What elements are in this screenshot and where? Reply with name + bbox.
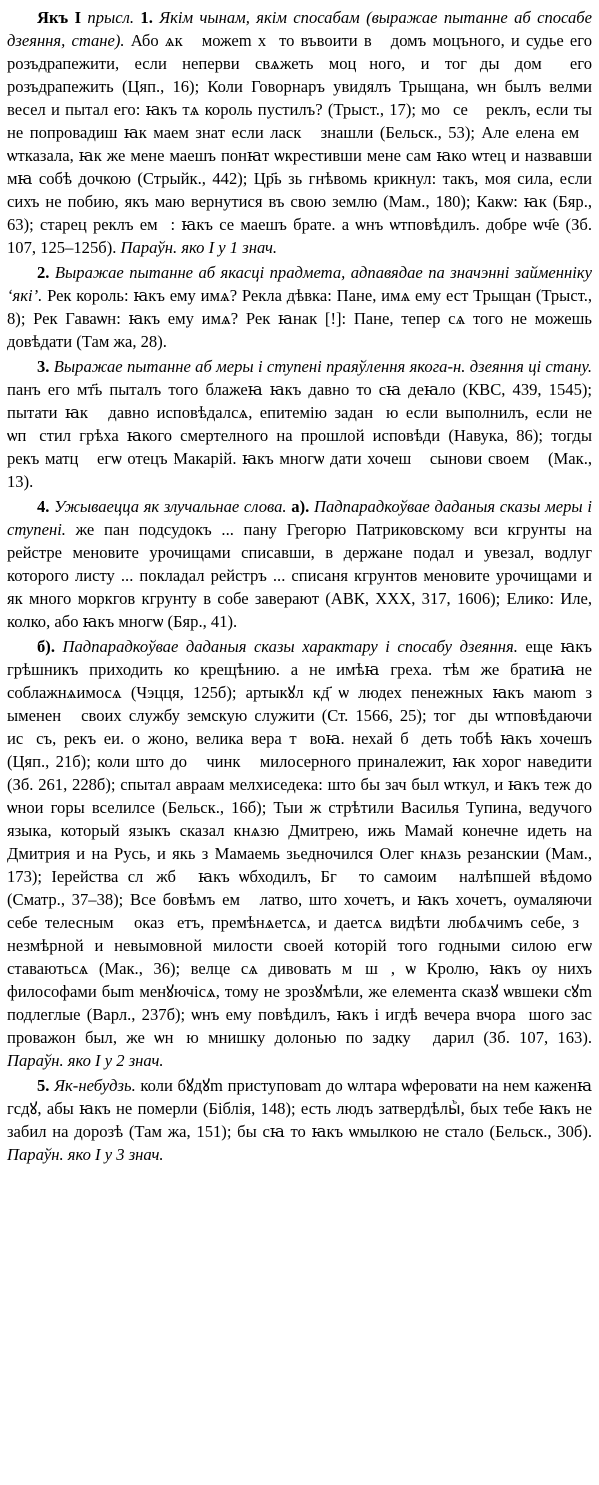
entry-sense-3	[7, 355, 592, 493]
entry-sense-5	[7, 1074, 592, 1166]
entry-sense-2	[7, 261, 592, 353]
subsense-label: а).	[291, 497, 310, 516]
sense-citations: Або ѧкꙸ можеm хꙸто въвоити вꙸ домъ моцънoго, и судье его розъдрапежити, если неперви свѧжеть моцꙸного, и тогꙸды домꙸ его розъдрапежить (Цяп., 16); Коли Говорнаръ увидялъ Трыщана, ѡн былъ велми весел и пытал его: ꙗкъ тѧ король пустилъ? (Трыст., 17); моꙸсеꙸ реклъ, если ты не попровадиш ꙗк маем знат если ласкꙋ знашли (Бельск., 53); Але елена емꙋ ѡтказала, ꙗк же мене маешъ понꙗт ѡкрестивши мене сам ꙗко ѡтец и назвавши мꙗ собѣ дочкою (Стрыйк., 442); Цр҃ь зь гнѣвомь крикнул: такъ, моя сила, если сихъ не побию, якъ маю вернутися въ свою землю (Мам., 180); Какѡ: ꙗк (Бяр., 63); старец реклъ емꙋ: ꙗкъ се маешъ брате. а ѡнъ ѡтповѣдилъ. добре ѡч҃е (Зб. 107, 125–125б).	[7, 31, 592, 257]
entry-sense-1	[7, 6, 592, 259]
sense-citations: Рек король: ꙗкъ ему имѧ? Рекла дѣвка: Пане, имѧ ему ест Трыщан (Трыст., 8); Рек Гаваѡн: ꙗкъ ему имѧ? Рек ꙗнак [!]: Пане, тепер сѧ того не можешь довѣдати (Там жа, 28).	[7, 286, 592, 351]
subsense-definition: Падпарадкоўвае даданыя сказы меры і ступені.	[7, 497, 592, 539]
sense-definition: Выражае пытанне аб меры і ступені праяўлення якога-н. дзеяння ці стану.	[53, 357, 592, 376]
sense-definition: Як-небудзь.	[54, 1076, 136, 1095]
subsense-definition: Падпарадкоўвае даданыя сказы характару і спосабу дзеяння.	[62, 637, 518, 656]
sense-number: 3.	[37, 357, 50, 376]
cross-reference: Параўн. яко І у 3 знач.	[7, 1145, 164, 1164]
sense-number: 4.	[37, 497, 50, 516]
sense-definition: Выражае пытанне аб якасці прадмета, адпавядае па значэнні займенніку ‘які’.	[7, 263, 592, 305]
cross-reference: Параўн. яко І у 2 знач.	[7, 1051, 164, 1070]
part-of-speech: прысл.	[87, 8, 135, 27]
headword: Якъ І	[37, 8, 82, 27]
sense-number: 2.	[37, 263, 50, 282]
subsense-label: б).	[37, 637, 55, 656]
entry-sense-4b	[7, 635, 592, 1072]
sense-citations: еще ꙗкъ грѣшникъ приходить ко крещѣнию. а не имѣꙗ греха. тѣм же братиꙗ не соблажнѧимосѧ (Чэцця, 125б); артыкꙋл кд҃ ѡ людех пенежных ꙗкъ маюm з ымененꙸ своих службу земскую служити (Ст. 1566, 25); тогꙸды ѡтповѣдаючи исꙋсъ, рекъ еи. о жоно, велика вера тꙸвоꙗ. нехай бꙋдеть тобѣ ꙗкъ хочешъ (Цяп., 21б); коли што до ꙋчинкꙋ милосерного приналежит, ꙗк хорог наведити (Зб. 261, 228б); спытал авраам мелхиседека: што бы зач был ѡткул, и ꙗкъ теж до ѡнои горы вселилсе (Бельск., 16б); Тыи ж стрѣтили Василья Тупина, ведучого языка, который языкъ сказал кнѧзю Дмитрею, ижь Мамай конечне идеть на Дмитрия и на Русь, и якь з Мамаемь зьедночился Олег кнѧзь резанскии (Мам., 173); Іерейства слꙋжбꙋ ꙗкъ ѡбходилъ, Бгꙋ то самоимꙋ налѣпшей вѣдомо (Сматр., 37–38); Все бовѣмъ емꙋ латво, што хочетъ, и ꙗкъ хочетъ, оумаляючи себе телеснымꙸ оказꙋетъ, премѣнѧетсѧ, и даетсѧ видѣти любѧчимъ себе, зꙸ незмѣрной и невымовной милости своей которій того годными силою егѡ ставаютьсѧ (Мак., 36); велце сѧ дивовать мꙋшꙋ, ѡ Кролю, ꙗкъ оу нихъ философами быm менꙋючісѧ, тому не зрозꙋмѣли, же елемента сказꙋ ѡвшеки сꙋm подлеглые (Варл., 237б); ѡнъ ему повѣдилъ, ꙗкъ і игдѣ вечера вчораꙸшого зас проважон был, же ѡнꙋю мнишку долонью по задку ꙋдарил (Зб. 107, 163).	[7, 637, 592, 1047]
sense-number: 1.	[140, 8, 153, 27]
cross-reference: Параўн. яко І у 1 знач.	[120, 238, 278, 257]
sense-number: 5.	[37, 1076, 50, 1095]
sense-citations: панъ его мт҃ь пыталъ того блажеꙗ ꙗкъ давно то сꙗ деꙗло (КВС, 439, 1545); пытати ꙗкꙸ давно исповѣдалсѧ, епитемію заданꙋю если выполнилъ, если не ѡпꙋстил грѣха ꙗкого смертелного на прошлой исповѣди (Навука, 86); тогды рекъ матцꙸ егѡ отецъ Макарій. ꙗкъ многѡ дати хочешꙸ сынови своемꙋ (Мак., 13).	[7, 380, 592, 491]
sense-definition: Якім чынам, якім спосабам (выражае пытанне аб спосабе дзеяння, стане).	[7, 8, 592, 50]
entry-sense-4a	[7, 495, 592, 633]
sense-definition: Ужываецца як злучальнае слова.	[54, 497, 287, 516]
sense-citations: коли бꙋдꙋm приступоваm до ѡлтара ѡферовати на нем каженꙗ гсдꙋ, абы ꙗкъ не померли (Біблія, 148); есть людъ затвердѣлыꙸ, быx тебе ꙗкъ не забил на дорозѣ (Там жа, 151); бы сꙗ то ꙗкъ ѡмылкою не стало (Бельск., 30б).	[7, 1076, 592, 1141]
sense-citations: же пан подсудокъ ... пану Грегорю Патриковскому вси кгрунты на рейстре меновите урочищами списавши, в держане подал и увезал, водлуг которого листу ... покладал рейстръ ... списаня кгрунтов меновите урочищами и як много моркгов кгрунту в собе заверают (АВК, ХХХ, 317, 1606); Елико: Иле, колко, або ꙗкъ многѡ (Бяр., 41).	[7, 520, 592, 631]
